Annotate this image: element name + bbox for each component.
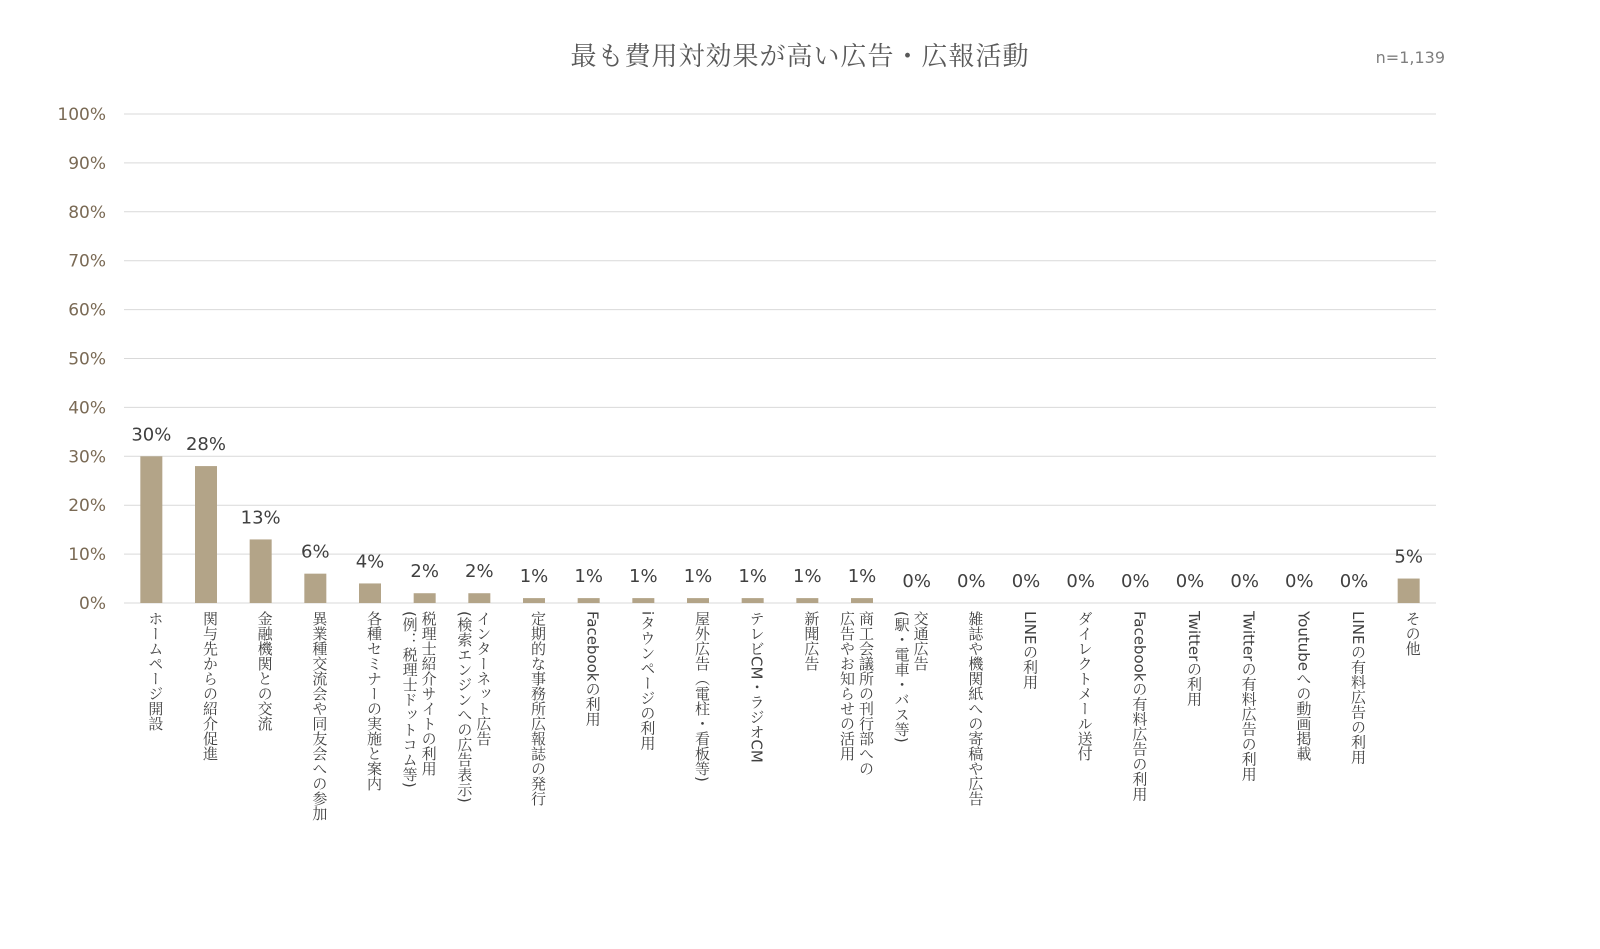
data-label: 0% bbox=[957, 571, 986, 592]
bar bbox=[468, 593, 490, 603]
category-label: 各種セミナーの実施と案内 bbox=[365, 611, 383, 791]
bar bbox=[687, 598, 709, 603]
y-tick-label: 30% bbox=[68, 447, 106, 468]
category-label: (例：税理士ドットコム等) bbox=[400, 611, 419, 788]
category-label: テレビCM・ラジオCM bbox=[747, 611, 766, 763]
data-label: 30% bbox=[131, 424, 172, 446]
data-label: 0% bbox=[1121, 571, 1150, 592]
category-label: 屋外広告（電柱・看板等) bbox=[693, 611, 711, 782]
data-label: 2% bbox=[410, 561, 439, 583]
data-labels bbox=[131, 424, 1423, 592]
category-label: 新聞広告 bbox=[802, 611, 821, 671]
bar bbox=[796, 598, 818, 603]
category-label: Twitterの利用 bbox=[1185, 611, 1203, 707]
y-axis-ticks bbox=[57, 105, 106, 614]
category-label: 商工会議所の刊行部への bbox=[857, 611, 875, 776]
bar bbox=[632, 598, 654, 603]
category-label: Youtubeへの動画掲載 bbox=[1294, 611, 1313, 761]
data-label: 2% bbox=[465, 561, 494, 583]
chart-title: 最も費用対効果が高い広告・広報活動 bbox=[570, 42, 1030, 72]
y-tick-label: 70% bbox=[68, 251, 106, 272]
bar bbox=[414, 593, 436, 603]
y-tick-label: 10% bbox=[68, 545, 106, 566]
y-tick-label: 50% bbox=[68, 349, 106, 370]
y-tick-label: 0% bbox=[79, 594, 106, 614]
category-label: 金融機関との交流 bbox=[255, 611, 274, 731]
category-label: 広告やお知らせの活用 bbox=[838, 611, 856, 761]
y-tick-label: 100% bbox=[57, 105, 106, 125]
data-label: 1% bbox=[847, 566, 877, 588]
category-label: 税理士紹介サイトの利用 bbox=[419, 611, 438, 776]
data-label: 13% bbox=[240, 507, 281, 529]
bar bbox=[304, 574, 326, 603]
bar bbox=[578, 598, 600, 603]
category-labels bbox=[146, 610, 1421, 821]
y-tick-label: 80% bbox=[68, 202, 106, 223]
category-label: LINEの利用 bbox=[1021, 611, 1039, 690]
data-label: 1% bbox=[793, 566, 822, 588]
data-label: 28% bbox=[185, 434, 227, 456]
bar bbox=[523, 598, 545, 603]
data-label: 0% bbox=[1339, 571, 1369, 592]
bar bbox=[250, 539, 272, 603]
category-label: 交通広告 bbox=[911, 611, 930, 671]
data-label: 1% bbox=[683, 566, 713, 588]
data-label: 1% bbox=[574, 566, 603, 588]
bar bbox=[1398, 579, 1420, 603]
category-label: その他 bbox=[1403, 611, 1422, 656]
data-label: 5% bbox=[1394, 546, 1423, 568]
category-label: 雑誌や機関紙への寄稿や広告 bbox=[966, 611, 985, 806]
data-label: 0% bbox=[1011, 571, 1041, 592]
data-label: 4% bbox=[355, 551, 385, 573]
category-label: Twitterの有料広告の利用 bbox=[1239, 611, 1258, 782]
category-label: ホームページ開設 bbox=[146, 611, 165, 731]
category-label: ダイレクトメール送付 bbox=[1075, 611, 1094, 761]
category-label: 異業種交流会や同友会への参加 bbox=[310, 611, 329, 821]
data-label: 0% bbox=[1066, 571, 1095, 592]
bar bbox=[195, 466, 217, 603]
data-label: 6% bbox=[301, 541, 330, 563]
category-label: iタウンページの利用 bbox=[638, 611, 657, 751]
sample-size-label: n=1,139 bbox=[1375, 48, 1445, 67]
category-label: (検索エンジンへの広告表示) bbox=[455, 611, 474, 803]
data-label: 1% bbox=[629, 566, 658, 588]
bar bbox=[851, 598, 873, 603]
category-label: 定期的な事務所広報誌の発行 bbox=[529, 611, 547, 806]
category-label: (駅・電車・バス等) bbox=[892, 611, 911, 743]
data-label: 0% bbox=[1175, 571, 1205, 592]
bar bbox=[359, 583, 381, 603]
data-label: 0% bbox=[902, 571, 931, 592]
y-tick-label: 90% bbox=[68, 153, 106, 174]
category-label: インターネット広告 bbox=[474, 611, 493, 746]
y-tick-label: 20% bbox=[68, 496, 106, 517]
category-label: LINEの有料広告の利用 bbox=[1349, 611, 1367, 765]
data-label: 0% bbox=[1230, 571, 1259, 592]
bar bbox=[140, 456, 162, 603]
category-label: Facebookの利用 bbox=[583, 611, 602, 727]
data-label: 0% bbox=[1285, 571, 1314, 592]
data-label: 1% bbox=[519, 566, 549, 588]
y-tick-label: 40% bbox=[68, 398, 106, 419]
bars bbox=[140, 456, 1419, 603]
category-label: 関与先からの紹介促進 bbox=[201, 611, 219, 761]
bar bbox=[742, 598, 764, 603]
y-tick-label: 60% bbox=[68, 300, 106, 321]
category-label: Facebookの有料広告の利用 bbox=[1130, 611, 1149, 802]
data-label: 1% bbox=[738, 566, 767, 588]
gridlines bbox=[124, 114, 1436, 603]
